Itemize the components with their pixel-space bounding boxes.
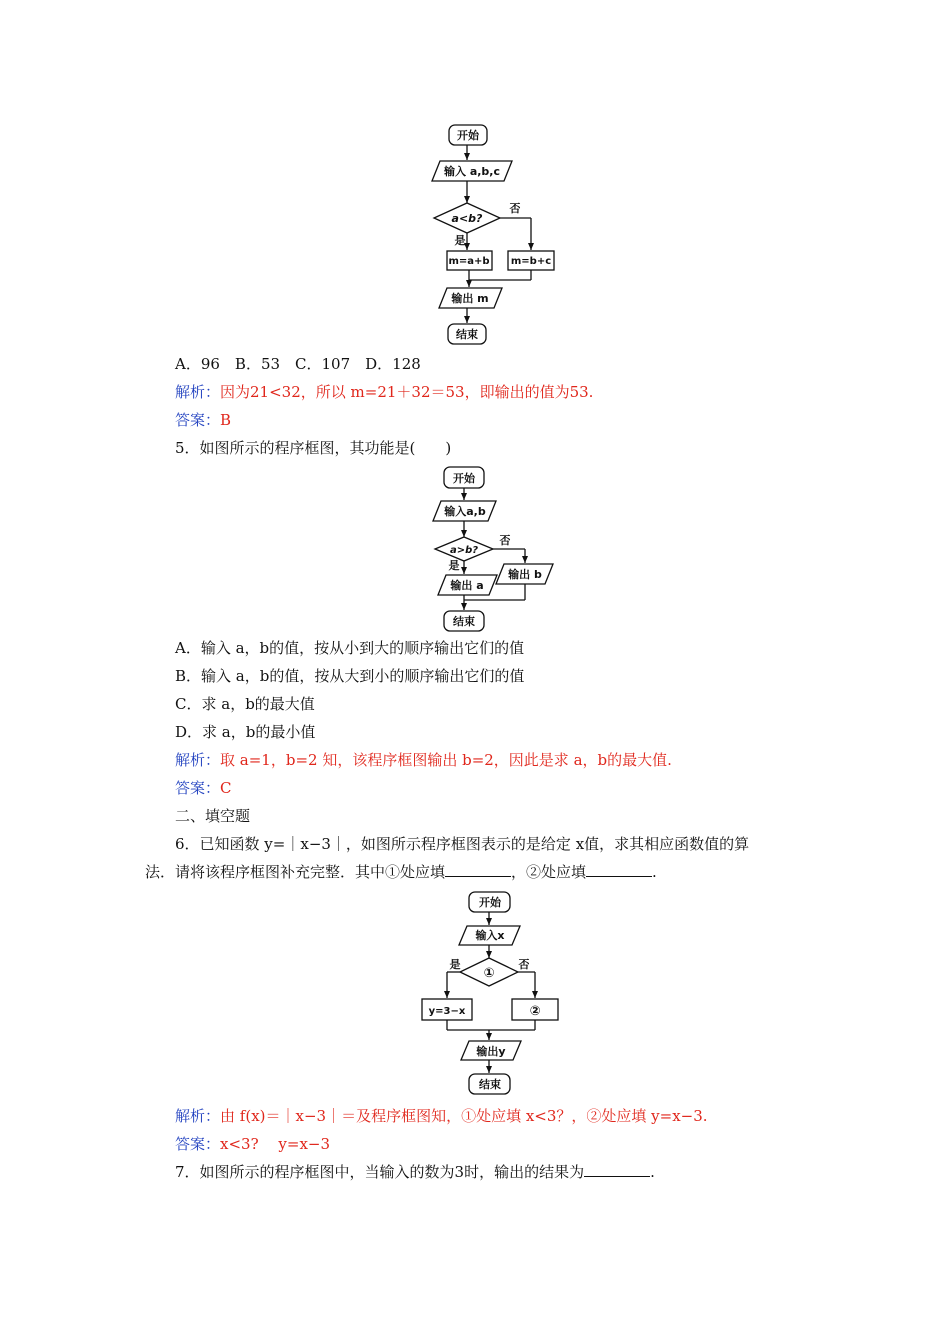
fc3-no-label: 否 bbox=[518, 958, 530, 971]
fc1-box-left-label: m=a+b bbox=[448, 256, 490, 267]
q5-option-b: B．输入 a，b的值，按从大到小的顺序输出它们的值 bbox=[175, 667, 525, 685]
fc3-output-label: 输出y bbox=[476, 1045, 506, 1058]
q4-analysis-label: 解析： bbox=[175, 383, 221, 401]
q5-option-a: A．输入 a，b的值，按从小到大的顺序输出它们的值 bbox=[175, 639, 525, 657]
q4-answer-text: B bbox=[220, 411, 232, 429]
fc3-cond-label: ① bbox=[483, 966, 495, 981]
q6-blank-1 bbox=[445, 862, 511, 877]
fc3-end-label: 结束 bbox=[479, 1078, 501, 1091]
fc2-no-label: 否 bbox=[499, 534, 511, 547]
q6-stem-line2 bbox=[145, 862, 657, 882]
q6-stem-line2b: ，②处应填 bbox=[511, 863, 587, 881]
q5-stem: 5．如图所示的程序框图，其功能是( ) bbox=[175, 439, 452, 457]
fc2-out-b-box bbox=[496, 564, 553, 584]
fc1-cond-label: a<b? bbox=[451, 212, 483, 225]
fc1-start-label: 开始 bbox=[457, 129, 479, 142]
q6-answer-label: 答案： bbox=[175, 1135, 221, 1153]
fc2-input-label: 输入a,b bbox=[444, 505, 486, 518]
fc3-start-box bbox=[469, 892, 510, 912]
fc3-box-right-label: ② bbox=[529, 1004, 541, 1019]
fc2-end-box bbox=[444, 611, 484, 631]
fc2-start-box bbox=[444, 467, 484, 488]
q7-stem bbox=[175, 1162, 655, 1182]
fc2-out-a-label: 输出 a bbox=[450, 579, 484, 592]
fc1-start-box bbox=[449, 125, 487, 145]
fc3-input-box bbox=[459, 926, 520, 945]
q7-blank bbox=[584, 1162, 650, 1177]
fc3-output-box bbox=[461, 1041, 521, 1060]
section-fill-in: 二、填空题 bbox=[175, 807, 251, 825]
q6-analysis-label: 解析： bbox=[175, 1107, 221, 1125]
fc2-out-a-box bbox=[438, 575, 497, 595]
fc3-yes-label: 是 bbox=[449, 958, 461, 971]
q5-option-d: D．求 a，b的最小值 bbox=[175, 723, 316, 741]
fc2-decision bbox=[435, 537, 493, 561]
fc1-output-box bbox=[439, 288, 502, 308]
q6-blank-2 bbox=[586, 862, 652, 877]
fc1-decision bbox=[434, 203, 500, 233]
fc3-decision bbox=[460, 958, 518, 986]
fc1-yes-label: 是 bbox=[454, 234, 466, 247]
fc1-input-box bbox=[432, 161, 512, 181]
fc1-end-label: 结束 bbox=[456, 328, 478, 341]
q4-options: A．96 B．53 C．107 D．128 bbox=[175, 355, 421, 373]
q6-stem-line2a: 法．请将该程序框图补充完整．其中①处应填 bbox=[145, 863, 446, 881]
fc2-cond-label: a>b? bbox=[449, 545, 479, 556]
q4-analysis bbox=[175, 382, 593, 402]
fc2-start-label: 开始 bbox=[453, 472, 475, 485]
fc3-box-left-label: y=3−x bbox=[428, 1006, 466, 1017]
fc1-end-box bbox=[448, 324, 486, 344]
q7-stem-text: 7．如图所示的程序框图中，当输入的数为3时，输出的结果为 bbox=[175, 1163, 585, 1181]
q4-answer-label: 答案： bbox=[175, 411, 221, 429]
q5-analysis-text: 取 a=1，b=2 知，该程序框图输出 b=2，因此是求 a，b的最大值. bbox=[220, 751, 672, 769]
fc3-input-label: 输入x bbox=[475, 929, 505, 942]
q4-answer bbox=[175, 410, 231, 430]
fc1-box-left bbox=[447, 251, 492, 270]
fc1-box-right-label: m=b+c bbox=[510, 256, 552, 267]
fc1-no-label: 否 bbox=[509, 202, 521, 215]
q6-answer-text: x<3? y=x−3 bbox=[220, 1135, 331, 1153]
q7-stem-end: . bbox=[650, 1163, 655, 1181]
q5-analysis-label: 解析： bbox=[175, 751, 221, 769]
fc2-out-b-label: 输出 b bbox=[508, 568, 542, 581]
fc2-yes-label: 是 bbox=[448, 559, 460, 572]
fc3-end-box bbox=[469, 1074, 510, 1094]
fc1-box-right bbox=[508, 251, 554, 270]
fc3-box-left bbox=[422, 999, 472, 1020]
q5-analysis bbox=[175, 750, 672, 770]
q6-analysis bbox=[175, 1106, 708, 1126]
q5-option-c: C．求 a，b的最大值 bbox=[175, 695, 315, 713]
q5-answer-text: C bbox=[220, 779, 232, 797]
fc3-start-label: 开始 bbox=[479, 896, 501, 909]
fc2-input-box bbox=[433, 501, 496, 521]
q5-answer bbox=[175, 778, 232, 798]
q6-stem-line1: 6．已知函数 y=｜x−3｜，如图所示程序框图表示的是给定 x值，求其相应函数值的算 bbox=[175, 835, 750, 853]
q5-answer-label: 答案： bbox=[175, 779, 221, 797]
fc2-end-label: 结束 bbox=[453, 615, 475, 628]
q6-answer bbox=[175, 1134, 330, 1154]
q6-analysis-text: 由 f(x)＝｜x−3｜＝及程序框图知，①处应填 x<3？，②处应填 y=x−3. bbox=[220, 1107, 708, 1125]
fc3-box-right bbox=[512, 999, 558, 1020]
fc1-input-label: 输入 a,b,c bbox=[443, 165, 501, 178]
fc1-output-label: 输出 m bbox=[451, 292, 489, 305]
q6-stem-line2c: . bbox=[652, 863, 657, 881]
q4-analysis-text: 因为21<32，所以 m=21＋32＝53，即输出的值为53. bbox=[220, 383, 594, 401]
